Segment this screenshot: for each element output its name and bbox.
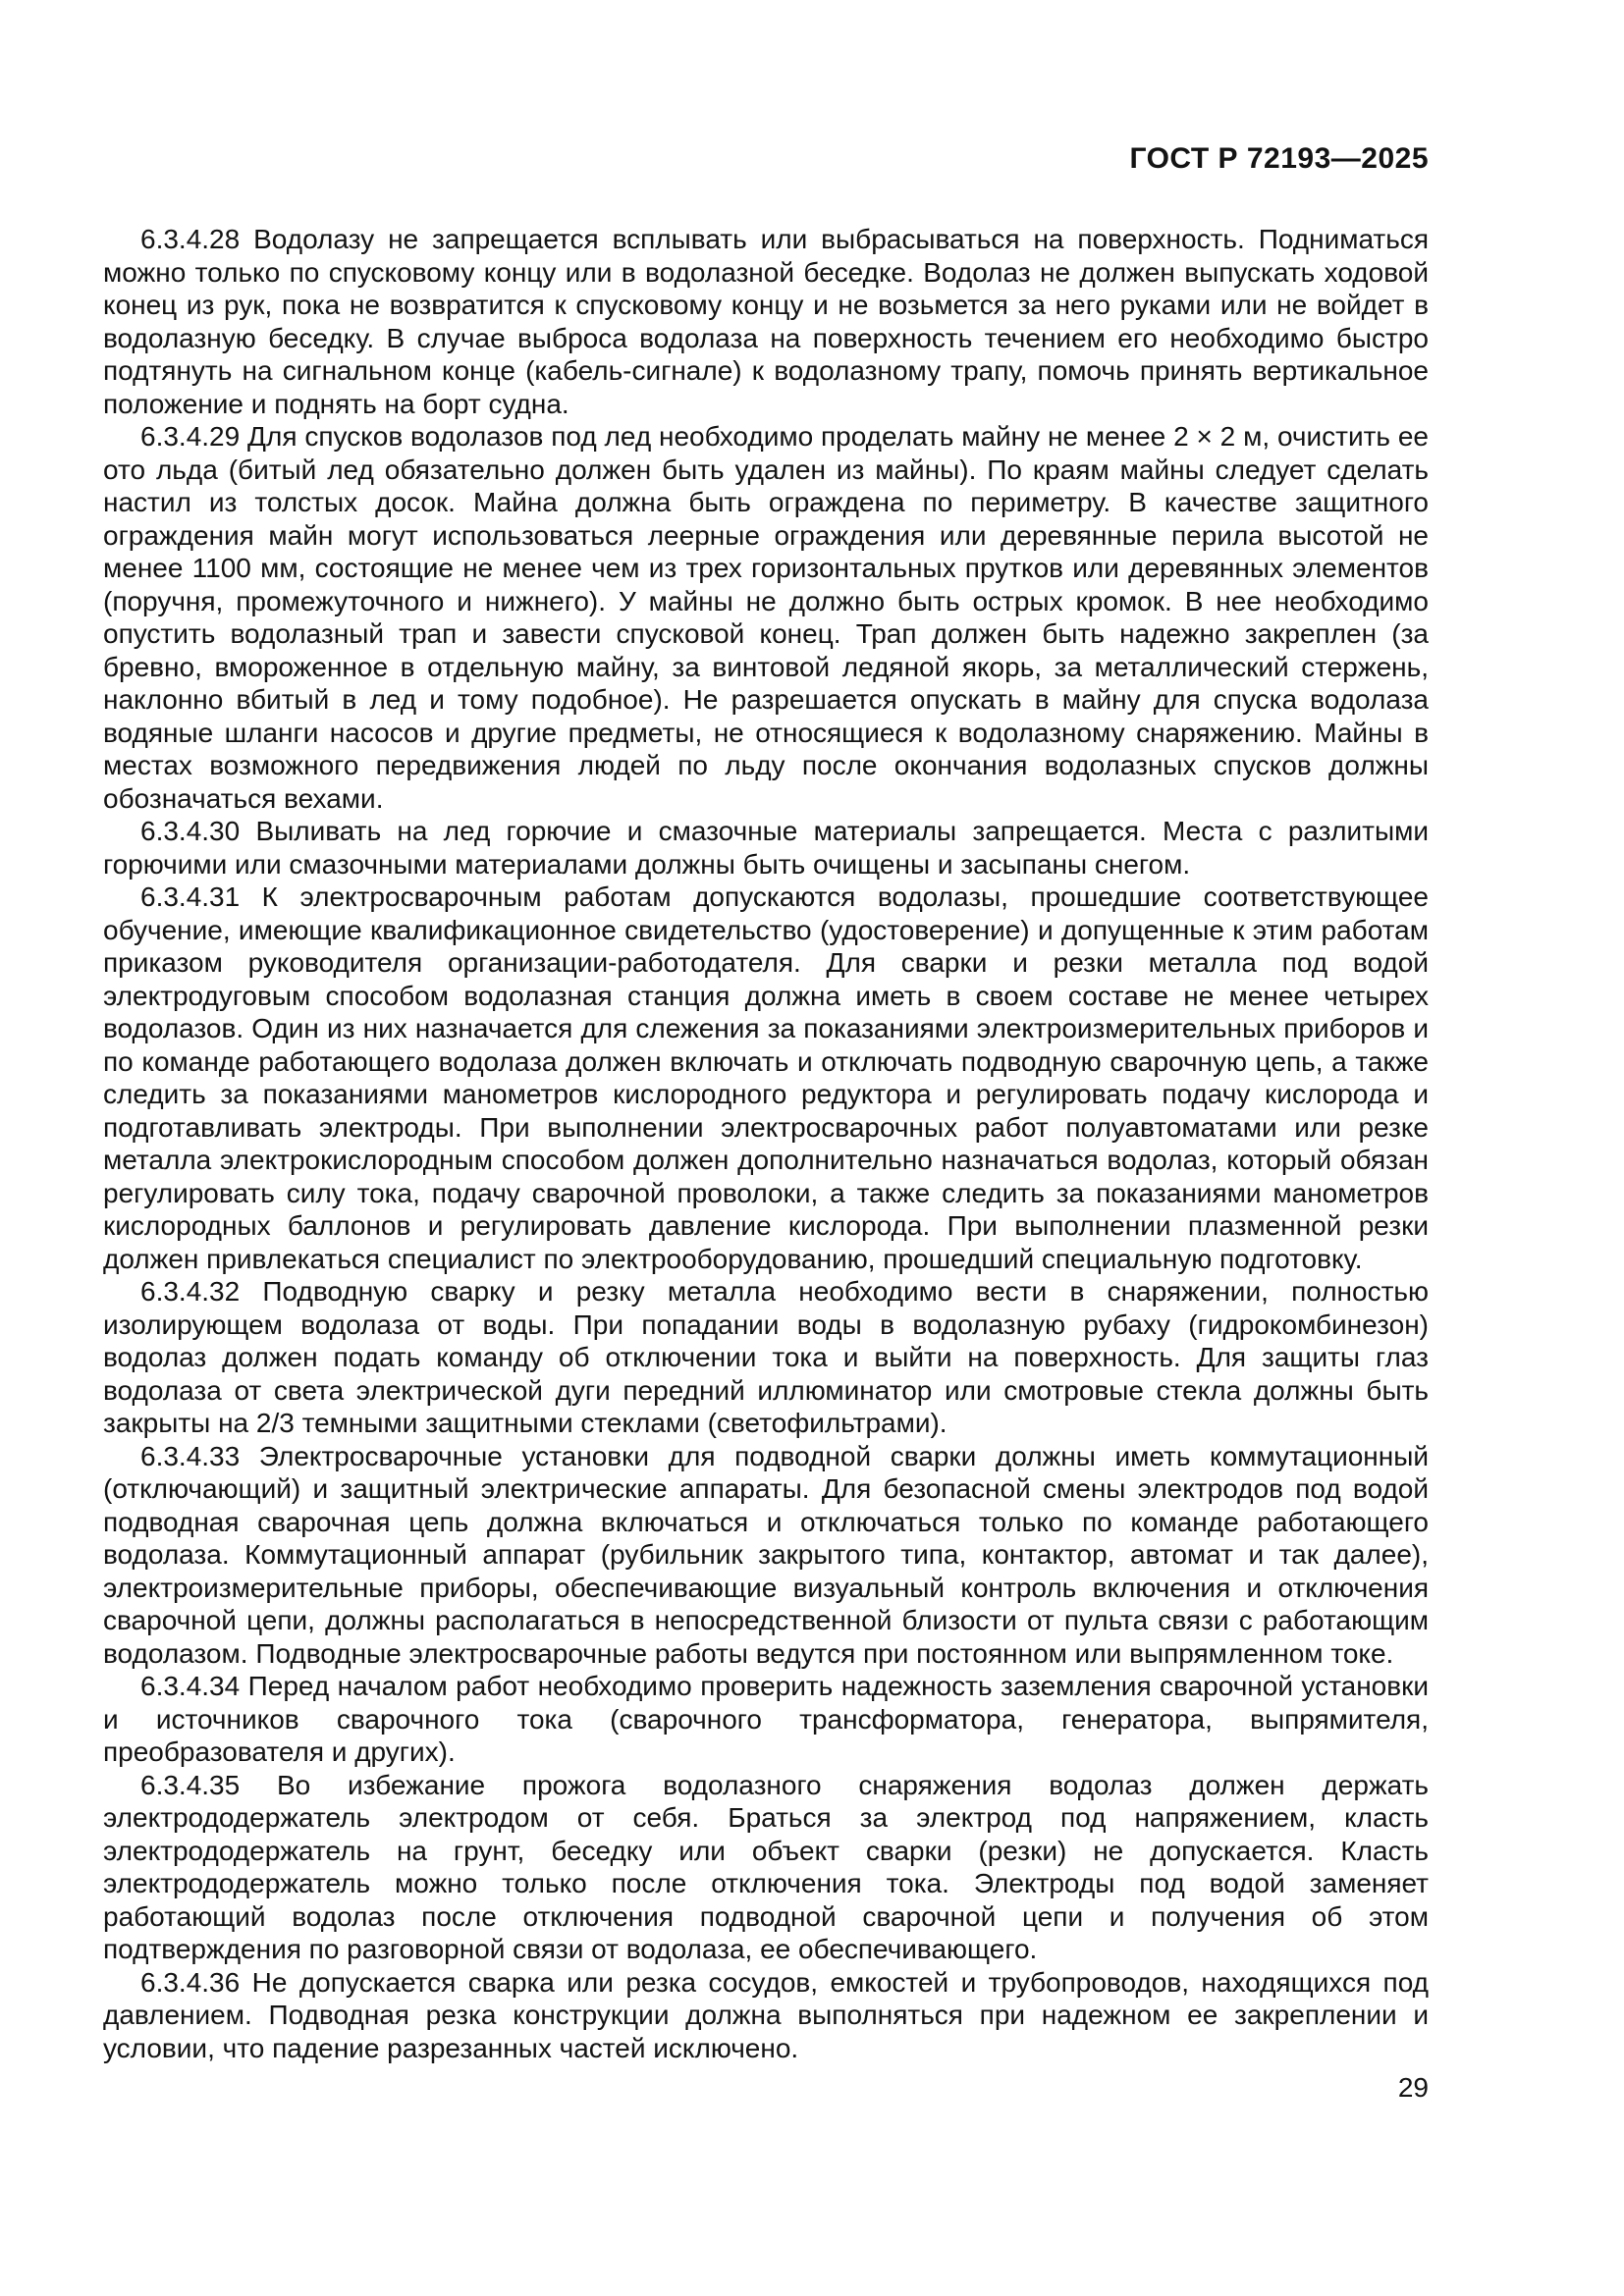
paragraph-6-3-4-34: 6.3.4.34 Перед началом работ необходимо проверить надежность заземления сварочной установки и источников сварочного тока (сварочного трансформатора, генератора, выпрямителя, преобразователя и других). xyxy=(103,1671,1429,1767)
document-code: ГОСТ Р 72193—2025 xyxy=(1129,142,1429,175)
paragraph-6-3-4-32: 6.3.4.32 Подводную сварку и резку металла необходимо вести в снаряжении, полностью изолирующем водолаза от воды. При попадании воды в водолазную рубаху (гидрокомбинезон) водолаз должен подать команду об отключении тока и выйти на поверхность. Для защиты глаз водолаза от света электрической дуги передний иллюминатор или смотровые стекла должны быть закрыты на 2/3 темными защитными стеклами (светофильтрами). xyxy=(103,1276,1429,1438)
paragraph-6-3-4-28: 6.3.4.28 Водолазу не запрещается всплывать или выбрасываться на поверхность. Подниматься можно только по спусковому концу или в водолазной беседке. Водолаз не должен выпускать ходовой конец из рук, пока не возвратится к спусковому концу и не возьмется за него руками или не войдет в водолазную беседку. В случае выброса водолаза на поверхность течением его необходимо быстро подтянуть на сигнальном конце (кабель-сигнале) к водолазному трапу, помочь принять вертикальное положение и поднять на борт судна. xyxy=(103,224,1429,419)
paragraph-6-3-4-33: 6.3.4.33 Электросварочные установки для подводной сварки должны иметь коммутационный (отключающий) и защитный электрические аппараты. Для безопасной смены электродов под водой подводная сварочная цепь должна включаться и отключаться только по команде работающего водолаза. Коммутационный аппарат (рубильник закрытого типа, контактор, автомат и так далее), электроизмерительные приборы, обеспечивающие визуальный контроль включения и отключения сварочной цепи, должны располагаться в непосредственной близости от пульта связи с работающим водолазом. Подводные электросварочные работы ведутся при постоянном или выпрямленном токе. xyxy=(103,1440,1429,1669)
page-header xyxy=(103,143,1429,175)
page-footer xyxy=(103,2071,1429,2104)
page-number: 29 xyxy=(1397,2072,1429,2103)
paragraph-6-3-4-31: 6.3.4.31 К электросварочным работам допускаются водолазы, прошедшие соответствующее обучение, имеющие квалификационное свидетельство (удостоверение) и допущенные к этим работам приказом руководителя организации-работодателя. Для сварки и резки металла под водой электродуговым способом водолазная станция должна иметь в своем составе не менее четырех водолазов. Один из них назначается для слежения за показаниями электроизмерительных приборов и по команде работающего водолаза должен включать и отключать подводную сварочную цепь, а также следить за показаниями манометров кислородного редуктора и регулировать подачу кислорода и подготавливать электроды. При выполнении электросварочных работ полуавтоматами или резке металла электрокислородным способом должен дополнительно назначаться водолаз, который обязан регулировать силу тока, подачу сварочной проволоки, а также следить за показаниями манометров кислородных баллонов и регулировать давление кислорода. При выполнении плазменной резки должен привлекаться специалист по электрооборудованию, прошедший специальную подготовку. xyxy=(103,881,1429,1274)
paragraph-6-3-4-30: 6.3.4.30 Выливать на лед горючие и смазочные материалы запрещается. Места с разлитыми горючими или смазочными материалами должны быть очищены и засыпаны снегом. xyxy=(103,816,1429,880)
paragraph-6-3-4-29: 6.3.4.29 Для спусков водолазов под лед необходимо проделать майну не менее 2 × 2 м, очистить ее ото льда (битый лед обязательно должен быть удален из майны). По краям майны следует сделать настил из толстых досок. Майна должна быть ограждена по периметру. В качестве защитного ограждения майн могут использоваться леерные ограждения или деревянные перила высотой не менее 1100 мм, состоящие не менее чем из трех горизонтальных прутков или деревянных элементов (поручня, промежуточного и нижнего). У майны не должно быть острых кромок. В нее необходимо опустить водолазный трап и завести спусковой конец. Трап должен быть надежно закреплен (за бревно, вмороженное в отдельную майну, за винтовой ледяной якорь, за металлический стержень, наклонно вбитый в лед и тому подобное). Не разрешается опускать в майну для спуска водолаза водяные шланги насосов и другие предметы, не относящиеся к водолазному снаряжению. Майны в местах возможного передвижения людей по льду после окончания водолазных спусков должны обозначаться вехами. xyxy=(103,421,1429,814)
paragraph-6-3-4-35: 6.3.4.35 Во избежание прожога водолазного снаряжения водолаз должен держать электрододержатель электродом от себя. Браться за электрод под напряжением, класть электрододержатель на грунт, беседку или объект сварки (резки) не допускается. Класть электрододержатель можно только после отключения тока. Электроды под водой заменяет работающий водолаз после отключения подводной сварочной цепи и получения об этом подтверждения по разговорной связи от водолаза, ее обеспечивающего. xyxy=(103,1769,1429,1964)
document-body xyxy=(103,223,1429,2064)
paragraph-6-3-4-36: 6.3.4.36 Не допускается сварка или резка сосудов, емкостей и трубопроводов, находящихся под давлением. Подводная резка конструкции должна выполняться при надежном ее закреплении и условии, что падение разрезанных частей исключено. xyxy=(103,1966,1429,2063)
